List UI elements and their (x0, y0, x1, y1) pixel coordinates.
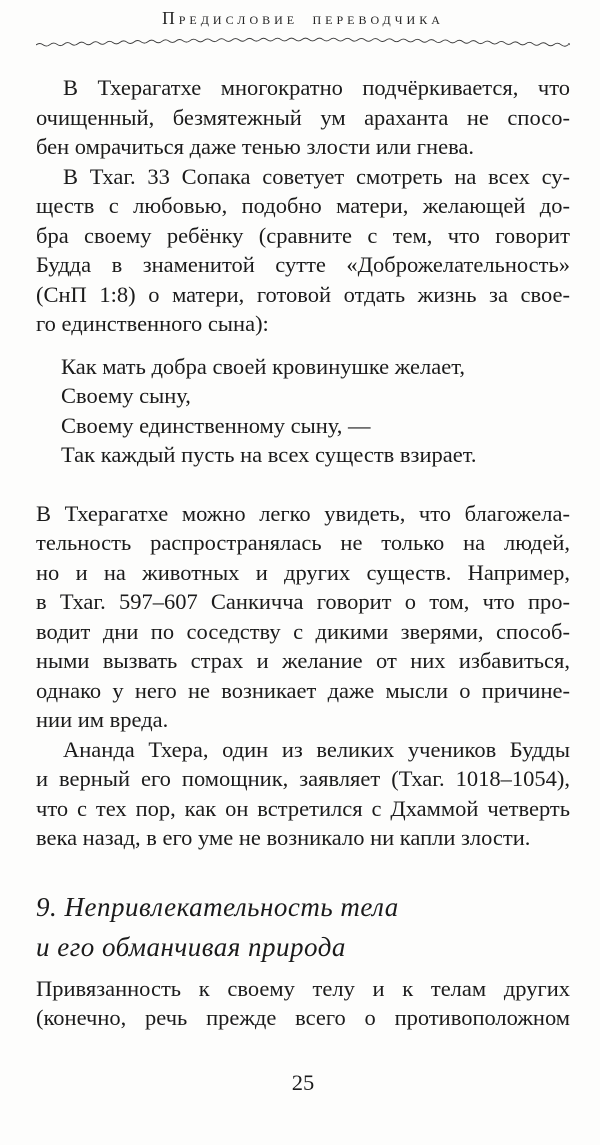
ornament-rule (36, 31, 570, 53)
text-line: го единственного сына): (36, 311, 269, 336)
verse (61, 352, 570, 470)
text-line: но и на животных и других существ. Например, (36, 559, 570, 585)
section-heading (36, 887, 570, 967)
text-line: (конечно, речь прежде всего о противоположном (36, 1005, 570, 1030)
text-line: водит дни по соседству с дикими зверями, способ- (36, 618, 570, 644)
text-line: очищенный, безмятежный ум араханта не спосо- (36, 104, 570, 130)
text-line: В Тхерагатхе многократно подчёркивается, что (63, 75, 570, 100)
text-line: бра своему ребёнку (сравните с тем, что говорит (36, 222, 570, 248)
text-line: ществ с любовью, подобно матери, желающей до- (36, 193, 570, 218)
text-line: века назад, в его уме не возникало ни капли злости. (36, 825, 531, 850)
text-line: ными вызвать страх и желание от них избавиться, (36, 648, 570, 673)
text-line: тельность распространялась не только на людей, (36, 530, 570, 555)
text-line: 9. Непривлекательность тела (36, 891, 399, 922)
text-line: Так каждый пусть на всех существ взирает. (61, 442, 477, 467)
text-line: нии им вреда. (36, 707, 169, 732)
page-content (36, 73, 570, 1033)
text-line: что с тех пор, как он встретился с Дхаммой четверть (36, 795, 570, 821)
paragraph (36, 735, 570, 853)
text-line: в Тхаг. 597–607 Санкичча говорит о том, что про- (36, 589, 570, 614)
text-line: бен омрачиться даже тенью злости или гнева. (36, 134, 475, 159)
text-line: Своему единственному сыну, — (61, 412, 371, 438)
text-line: В Тхерагатхе можно легко увидеть, что благожела- (36, 500, 570, 526)
text-line: Своему сыну, (61, 383, 191, 408)
paragraph (36, 974, 570, 1033)
running-header: Предисловие переводчика (162, 8, 444, 28)
text-line: Ананда Тхера, один из великих учеников Будды (63, 736, 570, 762)
text-line: Как мать добра своей кровинушке желает, (61, 353, 466, 379)
page-number: 25 (291, 1069, 315, 1095)
text-line: В Тхаг. 33 Сопака советует смотреть на всех су- (63, 163, 570, 189)
text-line: и верный его помощник, заявляет (Тхаг. 1018–1054), (36, 766, 570, 791)
paragraph (36, 73, 570, 162)
text-line: (СнП 1:8) о матери, готовой отдать жизнь за свое- (36, 281, 570, 307)
text-line: Будда в знаменитой сутте «Доброжелательность» (36, 252, 570, 277)
text-line: однако у него не возникает даже мысли о причине- (36, 677, 570, 703)
paragraph (36, 499, 570, 735)
text-line: Привязанность к своему телу и к телам других (36, 975, 570, 1001)
paragraph (36, 162, 570, 339)
text-line: и его обманчивая природа (36, 931, 346, 962)
wavy-rule-path (36, 38, 570, 46)
